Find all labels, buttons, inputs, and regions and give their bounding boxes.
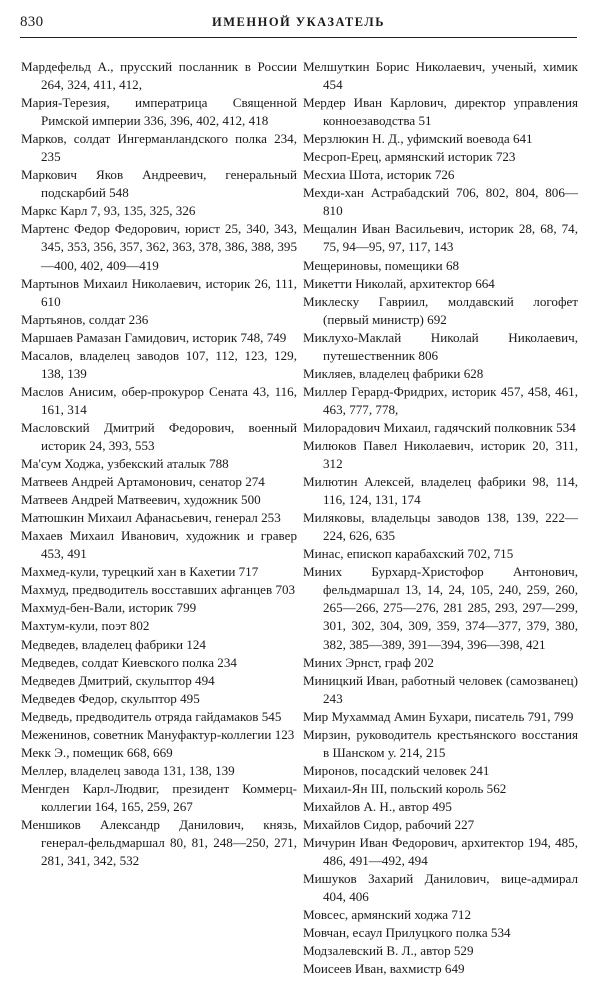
index-entry: Меллер, владелец завода 131, 138, 139 bbox=[21, 762, 235, 778]
index-entry: Месроп-Ерец, армянский историк 723 bbox=[303, 149, 516, 165]
index-entry: Мирзин, руководитель крестьянского восстания в Шанском у. 214, 215 bbox=[303, 726, 578, 760]
index-entry: Мерзлюкин Н. Д., уфимский воевода 641 bbox=[303, 131, 533, 147]
index-entry: Миних Эрнст, граф 202 bbox=[303, 654, 434, 670]
index-entry: Медведев Федор, скульптор 495 bbox=[21, 690, 200, 706]
index-entry: Миних Бурхард-Христофор Антонович, фельдмаршал 13, 14, 24, 105, 240, 259, 260, 265—266, 275—276, 281 285, 293, 297—299, 301, 302, 304, 309, 359, 374—377, 379, 380, 382, 385—389, 391—394, 396—398, 421 bbox=[303, 564, 578, 652]
index-entry: Меншиков Александр Данилович, князь, генерал-фельдмаршал 80, 81, 248—250, 271, 281, 341, 342, 532 bbox=[21, 816, 297, 869]
index-entry: Менгден Карл-Людвиг, президент Коммерц-коллегии 164, 165, 259, 267 bbox=[21, 780, 297, 814]
index-entry: Махмуд-бен-Вали, историк 799 bbox=[21, 600, 197, 616]
index-entry: Марков, солдат Ингерманландского полка 234, 235 bbox=[21, 131, 297, 165]
index-entry: Масловский Дмитрий Федорович, военный историк 24, 393, 553 bbox=[21, 419, 297, 453]
index-entry: Мещалин Иван Васильевич, историк 28, 68, 74, 75, 94—95, 97, 117, 143 bbox=[303, 221, 578, 255]
index-entry: Медведев Дмитрий, скульптор 494 bbox=[21, 672, 215, 688]
index-entry: Мещериновы, помещики 68 bbox=[303, 257, 460, 273]
index-entry: Мардефельд А., прусский посланник в России 264, 324, 411, 412, bbox=[21, 59, 297, 93]
index-entry: Медведев, солдат Киевского полка 234 bbox=[21, 654, 237, 670]
index-entry: Милорадович Михаил, гадячский полковник 534 bbox=[303, 419, 576, 435]
index-entry: Михайлов Сидор, рабочий 227 bbox=[303, 816, 475, 832]
index-entry: Меженинов, советник Мануфактур-коллегии 123 bbox=[21, 726, 295, 742]
index-entry: Матвеев Андрей Матвеевич, художник 500 bbox=[21, 492, 261, 508]
index-entry: Масалов, владелец заводов 107, 112, 123, 129, 138, 139 bbox=[21, 347, 297, 381]
index-entry: Мартынов Михаил Николаевич, историк 26, 111, 610 bbox=[21, 275, 297, 309]
index-entry: Милютин Алексей, владелец фабрики 98, 114, 116, 124, 131, 174 bbox=[303, 474, 578, 508]
index-entry: Мир Мухаммад Амин Бухари, писатель 791, 799 bbox=[303, 708, 574, 724]
index-entry: Маркович Яков Андреевич, генеральный подскарбий 548 bbox=[21, 167, 297, 201]
index-entry: Маршаев Рамазан Гамидович, историк 748, 749 bbox=[21, 329, 287, 345]
index-entry: Миницкий Иван, работный человек (самозванец) 243 bbox=[303, 672, 578, 706]
index-entry: Мовчан, есаул Прилуцкого полка 534 bbox=[303, 925, 511, 941]
index-entry: Миронов, посадский человек 241 bbox=[303, 762, 490, 778]
index-entry: Маркс Карл 7, 93, 135, 325, 326 bbox=[21, 203, 196, 219]
index-entry: Мария-Терезия, императрица Священной Римской империи 336, 396, 402, 412, 418 bbox=[21, 95, 297, 129]
index-entry: Махаев Михаил Иванович, художник и гравер 453, 491 bbox=[21, 528, 297, 562]
index-entry: Мичурин Иван Федорович, архитектор 194, 485, 486, 491—492, 494 bbox=[303, 835, 578, 869]
index-entry: Михайлов А. Н., автор 495 bbox=[303, 798, 452, 814]
index-column-left bbox=[21, 58, 297, 870]
index-entry: Махтум-кули, поэт 802 bbox=[21, 618, 150, 634]
index-entry: Модзалевский В. Л., автор 529 bbox=[303, 943, 474, 959]
index-entry: Микляев, владелец фабрики 628 bbox=[303, 365, 484, 381]
index-entry: Миклеску Гавриил, молдавский логофет (первый министр) 692 bbox=[303, 293, 578, 327]
index-entry: Мовсес, армянский ходжа 712 bbox=[303, 907, 472, 923]
index-entry: Махмед-кули, турецкий хан в Кахетии 717 bbox=[21, 564, 259, 580]
index-entry: Микетти Николай, архитектор 664 bbox=[303, 275, 495, 291]
index-entry: Мартьянов, солдат 236 bbox=[21, 311, 149, 327]
header-rule bbox=[20, 37, 577, 38]
index-entry: Михаил-Ян III, польский король 562 bbox=[303, 780, 507, 796]
index-entry: Мартенс Федор Федорович, юрист 25, 340, 343, 345, 353, 356, 357, 362, 363, 378, 386, 388, 395—400, 402, 409—419 bbox=[21, 221, 297, 273]
index-entry: Миллер Герард-Фридрих, историк 457, 458, 461, 463, 777, 778, bbox=[303, 383, 578, 417]
index-entry: Медведь, предводитель отряда гайдамаков 545 bbox=[21, 708, 282, 724]
index-entry: Моисеев Иван, вахмистр 649 bbox=[303, 961, 465, 977]
index-entry: Миклухо-Маклай Николай Николаевич, путешественник 806 bbox=[303, 329, 578, 363]
index-entry: Мишуков Захарий Данилович, вице-адмирал 404, 406 bbox=[303, 871, 578, 905]
index-entry: Мехди-хан Астрабадский 706, 802, 804, 806—810 bbox=[303, 185, 578, 219]
index-entry: Мердер Иван Карлович, директор управления конноезаводства 51 bbox=[303, 95, 578, 129]
index-entry: Матюшкин Михаил Афанасьевич, генерал 253 bbox=[21, 510, 281, 526]
index-entry: Месхиа Шота, историк 726 bbox=[303, 167, 455, 183]
index-entry: Ма'сум Ходжа, узбекский аталык 788 bbox=[21, 456, 229, 472]
running-title: ИМЕННОЙ УКАЗАТЕЛЬ bbox=[212, 15, 385, 29]
index-entry: Медведев, владелец фабрики 124 bbox=[21, 636, 206, 652]
index-entry: Матвеев Андрей Артамонович, сенатор 274 bbox=[21, 474, 265, 490]
index-entry: Мелшуткин Борис Николаевич, ученый, химик 454 bbox=[303, 59, 578, 93]
index-entry: Минас, епископ карабахский 702, 715 bbox=[303, 546, 514, 562]
index-entry: Мекк Э., помещик 668, 669 bbox=[21, 744, 173, 760]
page-header bbox=[20, 14, 577, 36]
index-entry: Миляковы, владельцы заводов 138, 139, 222—224, 626, 635 bbox=[303, 510, 578, 544]
page-number: 830 bbox=[20, 14, 44, 30]
index-column-right bbox=[303, 58, 578, 978]
index-entry: Милюков Павел Николаевич, историк 20, 311, 312 bbox=[303, 437, 578, 472]
index-entry: Маслов Анисим, обер-прокурор Сената 43, 116, 161, 314 bbox=[21, 383, 297, 417]
index-entry: Махмуд, предводитель восставших афганцев 703 bbox=[21, 582, 296, 598]
